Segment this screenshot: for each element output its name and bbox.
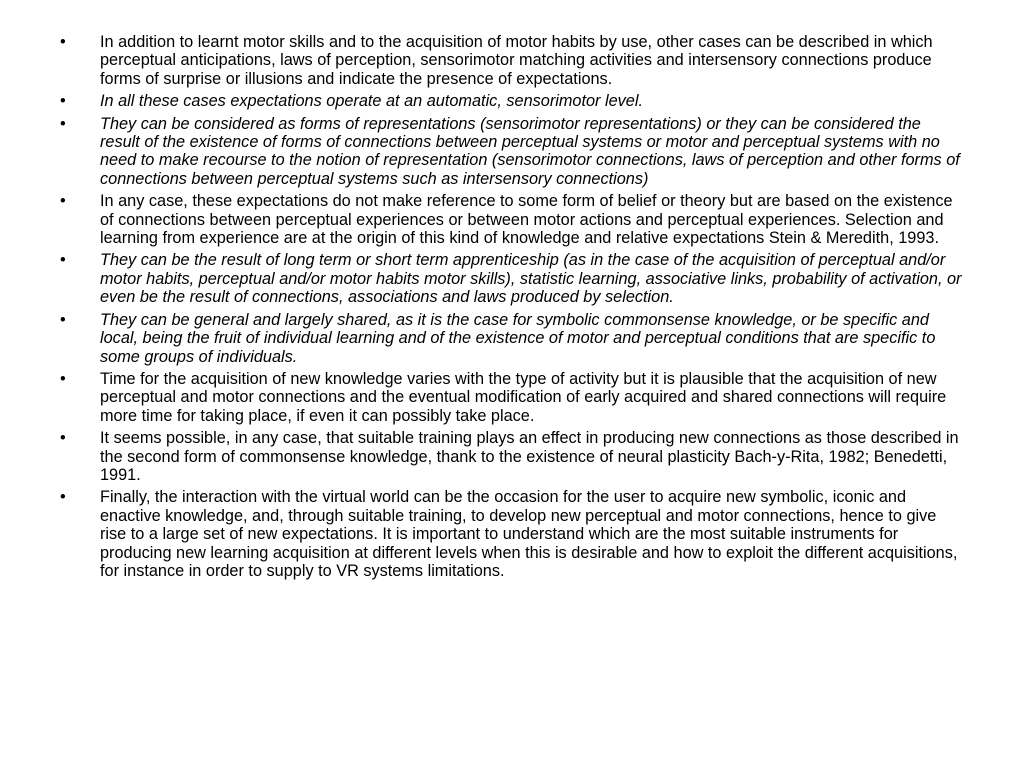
- bullet-text: In any case, these expectations do not make reference to some form of belief or theory but are based on the existence of connections between perceptual experiences or between motor actions and perceptual experiences. Selection and learning from experience are at the origin of this kind of knowledge and relative expectations Stein & Meredith, 1993.: [100, 192, 953, 248]
- bullet-item: [60, 92, 964, 110]
- bullet-icon: •: [60, 310, 66, 329]
- bullet-icon: •: [60, 429, 66, 448]
- bullet-item: [60, 429, 964, 484]
- bullet-item: [60, 33, 964, 88]
- bullet-text: In addition to learnt motor skills and to the acquisition of motor habits by use, other cases can be described in which perceptual anticipations, laws of perception, sensorimotor matching activities and intersensory connections produce forms of surprise or illusions and indicate the presence of expectations.: [100, 33, 933, 88]
- bullet-item: [60, 192, 964, 247]
- bullet-icon: •: [60, 251, 66, 270]
- bullet-item: [60, 311, 964, 366]
- bullet-item: [60, 251, 964, 306]
- bullet-icon: •: [60, 192, 66, 211]
- bullet-icon: •: [60, 92, 66, 111]
- bullet-icon: •: [60, 488, 66, 507]
- bullet-text: Finally, the interaction with the virtual world can be the occasion for the user to acquire new symbolic, iconic and enactive knowledge, and, through suitable training, to develop new perceptual and motor connections, hence to give rise to a large set of new expectations. It is important to understand which are the most suitable instruments for producing new learning acquisition at different levels when this is desirable and how to exploit the different acquisitions, for instance in order to supply to VR systems limitations.: [100, 488, 958, 580]
- bullet-text: It seems possible, in any case, that suitable training plays an effect in producing new connections as those described in the second form of commonsense knowledge, thank to the existence of neural plasticity Bach-y-Rita, 1982; Benedetti, 1991.: [100, 429, 959, 484]
- bullet-text: They can be general and largely shared, as it is the case for symbolic commonsense knowledge, or be specific and local, being the fruit of individual learning and of the existence of motor and perceptual conditions that are specific to some groups of individuals.: [100, 310, 936, 366]
- bullet-item: [60, 488, 964, 580]
- bullet-list: [60, 33, 964, 580]
- bullet-icon: •: [60, 114, 66, 133]
- bullet-text: In all these cases expectations operate at an automatic, sensorimotor level.: [100, 92, 644, 111]
- bullet-item: [60, 370, 964, 425]
- bullet-text: They can be considered as forms of representations (sensorimotor representations) or they can be considered the result of the existence of forms of connections between perceptual systems or motor and perceptual systems with no need to make recourse to the notion of representation (sensorimotor connections, laws of perception and other forms of connections between perceptual systems such as intersensory connections): [100, 114, 960, 188]
- bullet-icon: •: [60, 369, 66, 388]
- bullet-text: Time for the acquisition of new knowledge varies with the type of activity but it is plausible that the acquisition of new perceptual and motor connections and the eventual modification of early acquired and shared connections will require more time for taking place, if even it can possibly take place.: [100, 369, 947, 425]
- bullet-text: They can be the result of long term or short term apprenticeship (as in the case of the acquisition of perceptual and/or motor habits, perceptual and/or motor habits motor skills), statistic learning, associative links, probability of activation, or even be the result of connections, associations and laws produced by selection.: [100, 251, 962, 307]
- bullet-icon: •: [60, 33, 66, 51]
- bullet-item: [60, 115, 964, 189]
